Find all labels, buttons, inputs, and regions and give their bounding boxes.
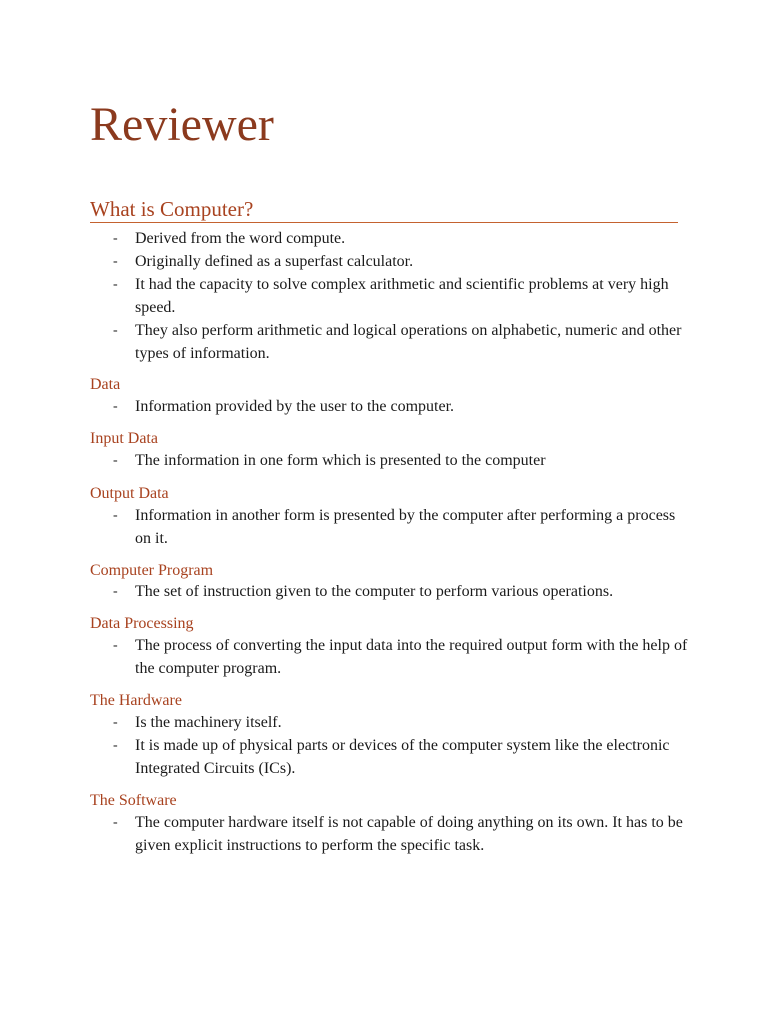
output-data-bullet-list bbox=[90, 504, 690, 550]
bullet-text: Derived from the word compute. bbox=[135, 230, 346, 247]
computer-program-bullet-list bbox=[90, 580, 690, 603]
input-data-bullet-list bbox=[90, 449, 690, 472]
bullet-text: It is made up of physical parts or devices of the computer system like the electronic Integrated Circuits (ICs). bbox=[135, 737, 670, 777]
bullet-item bbox=[90, 250, 690, 273]
dash-marker: - bbox=[113, 323, 118, 338]
bullet-text: The set of instruction given to the computer to perform various operations. bbox=[135, 583, 614, 600]
dash-marker: - bbox=[113, 508, 118, 523]
bullet-text: Information in another form is presented by the computer after performing a process on it. bbox=[135, 507, 676, 547]
bullet-item bbox=[90, 504, 690, 550]
dash-marker: - bbox=[113, 254, 118, 269]
software-bullet-list bbox=[90, 811, 690, 857]
section-heading-computer-program: Computer Program bbox=[90, 562, 214, 579]
data-processing-bullet-list bbox=[90, 634, 690, 680]
bullet-text: The process of converting the input data into the required output form with the help of the computer program. bbox=[135, 637, 688, 677]
bullet-text: They also perform arithmetic and logical operations on alphabetic, numeric and other types of information. bbox=[135, 322, 682, 362]
bullet-item bbox=[90, 711, 690, 734]
bullet-text: Information provided by the user to the computer. bbox=[135, 398, 455, 415]
bullet-text: It had the capacity to solve complex arithmetic and scientific problems at very high speed. bbox=[135, 276, 669, 316]
section-heading-data: Data bbox=[90, 376, 121, 393]
section-heading-data-processing: Data Processing bbox=[90, 615, 194, 632]
bullet-text: The computer hardware itself is not capable of doing anything on its own. It has to be given explicit instructions to perform the specific task. bbox=[135, 814, 683, 854]
section-heading-what-is-computer: What is Computer? bbox=[90, 196, 678, 223]
dash-marker: - bbox=[113, 638, 118, 653]
section-heading-the-hardware: The Hardware bbox=[90, 692, 182, 709]
bullet-item bbox=[90, 811, 690, 857]
dash-marker: - bbox=[113, 815, 118, 830]
document-title: Reviewer bbox=[90, 98, 274, 151]
dash-marker: - bbox=[113, 399, 118, 414]
bullet-item bbox=[90, 580, 690, 603]
section-heading-input-data: Input Data bbox=[90, 430, 158, 447]
bullet-text: The information in one form which is presented to the computer bbox=[135, 452, 546, 469]
data-bullet-list bbox=[90, 395, 690, 418]
dash-marker: - bbox=[113, 453, 118, 468]
section-heading-output-data: Output Data bbox=[90, 485, 169, 502]
bullet-item bbox=[90, 319, 690, 365]
bullet-item bbox=[90, 273, 690, 319]
bullet-item bbox=[90, 227, 690, 250]
bullet-item bbox=[90, 734, 690, 780]
section-heading-the-software: The Software bbox=[90, 792, 177, 809]
bullet-text: Is the machinery itself. bbox=[135, 714, 282, 731]
dash-marker: - bbox=[113, 277, 118, 292]
dash-marker: - bbox=[113, 231, 118, 246]
intro-bullet-list bbox=[90, 227, 690, 365]
hardware-bullet-list bbox=[90, 711, 690, 780]
dash-marker: - bbox=[113, 584, 118, 599]
bullet-item bbox=[90, 395, 690, 418]
dash-marker: - bbox=[113, 738, 118, 753]
bullet-item bbox=[90, 634, 690, 680]
bullet-text: Originally defined as a superfast calculator. bbox=[135, 253, 414, 270]
bullet-item bbox=[90, 449, 690, 472]
dash-marker: - bbox=[113, 715, 118, 730]
